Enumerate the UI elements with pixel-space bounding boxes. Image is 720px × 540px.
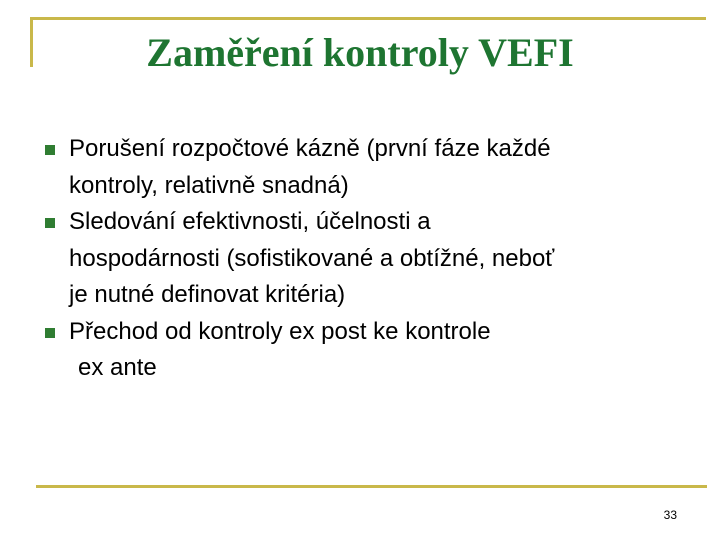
square-bullet-icon <box>45 218 55 228</box>
bullet-item <box>43 204 693 314</box>
square-bullet-icon <box>45 145 55 155</box>
square-bullet-icon <box>45 328 55 338</box>
bullet-item <box>43 314 693 387</box>
bullet-line: Přechod od kontroly ex post ke kontrole <box>69 317 491 345</box>
top-rule <box>30 17 706 20</box>
page-number: 33 <box>663 508 677 522</box>
bullet-line: ex ante <box>78 354 157 381</box>
bullet-item <box>43 131 693 204</box>
bullet-line: kontroly, relativně snadná) <box>69 171 349 199</box>
bottom-rule <box>36 485 707 488</box>
bullet-line: je nutné definovat kritéria) <box>69 281 346 308</box>
slide-title: Zaměření kontroly VEFI <box>146 30 574 75</box>
bullet-line: hospodárnosti (sofistikované a obtížné, neboť <box>69 244 555 272</box>
bullet-line: Porušení rozpočtové kázně (první fáze každé <box>69 135 551 162</box>
bullet-line: Sledování efektivnosti, účelnosti a <box>69 208 431 235</box>
bullet-list <box>43 131 693 387</box>
